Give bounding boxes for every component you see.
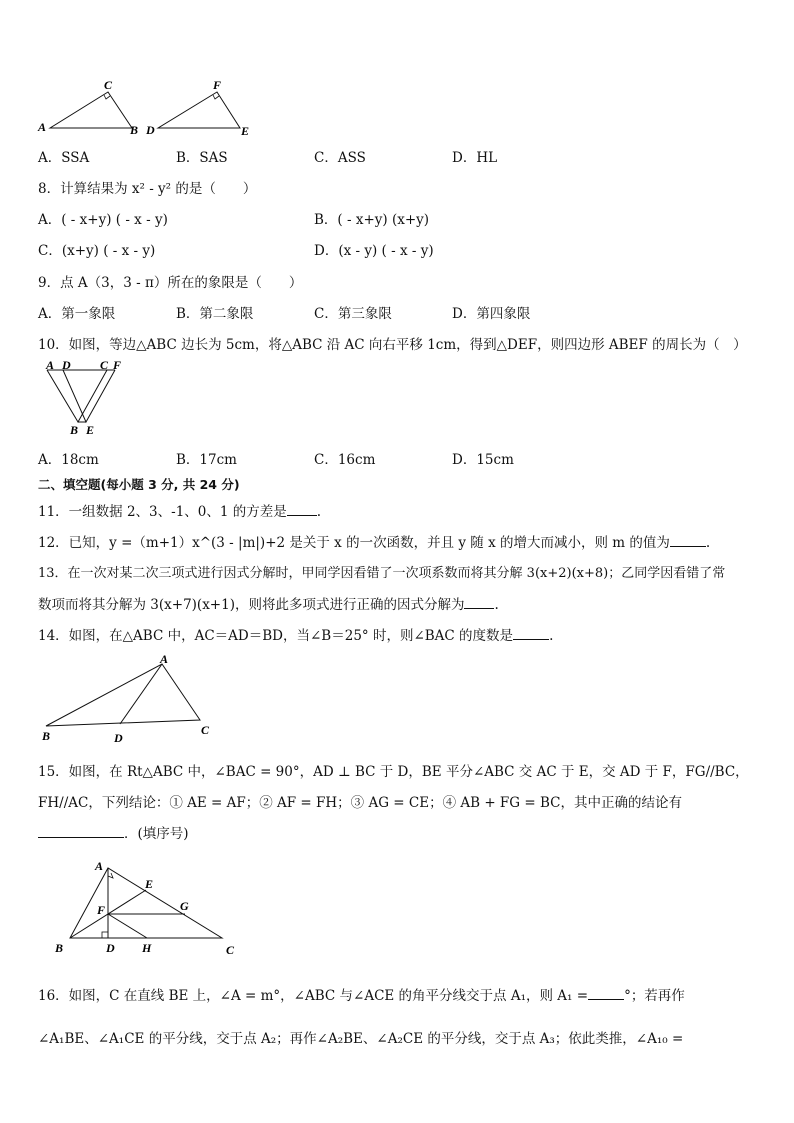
q13-line1: 13．在一次对某二次三项式进行因式分解时，甲同学因看错了一次项系数而将其分解 3(x+2)(x+8)；乙同学因看错了常	[38, 566, 726, 581]
q15-answer-blank[interactable]	[38, 823, 124, 838]
q10-label-d: D	[62, 360, 71, 372]
q14-end: .	[549, 628, 554, 644]
q9-stem: 9．点 A（3，3 - π）所在的象限是（ ）	[38, 275, 303, 291]
q16-line1	[38, 984, 685, 1004]
q14-answer-blank[interactable]	[513, 625, 549, 640]
q7-label-b: B	[130, 123, 139, 137]
q10-label-e: E	[86, 423, 95, 437]
q12-answer-blank[interactable]	[670, 532, 706, 547]
q9-option-a: A．第一象限	[38, 306, 116, 322]
q7-option-b: B．SAS	[176, 150, 228, 166]
q7-label-d: D	[146, 123, 155, 137]
q10-option-c: C．16cm	[314, 452, 376, 468]
q15-label-h: H	[142, 941, 152, 955]
q8-option-b: B．( - x+y) (x+y)	[314, 212, 430, 228]
q7-option-a: A．SSA	[38, 150, 90, 166]
q15-label-e: E	[145, 877, 154, 891]
q12-text: 12．已知，y =（m+1）x^(3 - |m|)+2 是关于 x 的一次函数，并且 y 随 x 的增大而减小，则 m 的值为	[38, 535, 670, 551]
q11	[38, 500, 321, 520]
q7-option-d: D．HL	[452, 150, 498, 166]
q11-end: .	[316, 504, 322, 520]
q13-line2	[38, 593, 499, 613]
q15-label-g: G	[180, 899, 189, 913]
q10-figure	[38, 360, 138, 438]
q8-stem: 8．计算结果为 x² - y² 的是（ ）	[38, 181, 257, 197]
q15-line2: FH//AC，下列结论：① AE = AF；② AF = FH；③ AG = CE；④ AB + FG = BC，其中正确的结论有	[38, 795, 682, 811]
q15-line3	[38, 822, 189, 842]
q10-label-f: F	[113, 360, 122, 372]
q15-label-d: D	[106, 941, 115, 955]
q15-label-b: B	[55, 941, 64, 955]
q14-text: 14．如图，在△ABC 中，AC＝AD＝BD，当∠B＝25° 时，则∠BAC 的度数是	[38, 628, 514, 644]
q10-option-a: A．18cm	[38, 452, 99, 468]
q14-label-c: C	[201, 723, 210, 737]
q10-option-b: B．17cm	[176, 452, 237, 468]
q14-figure	[36, 650, 226, 746]
q15-label-a: A	[95, 859, 104, 873]
q14-label-d: D	[114, 731, 123, 745]
q16-text-b: °；若再作	[624, 988, 685, 1004]
q9-option-b: B．第二象限	[176, 306, 254, 322]
q7-label-e: E	[241, 124, 250, 138]
q16-text: 16．如图，C 在直线 BE 上，∠A = m°，∠ABC 与∠ACE 的角平分线交于点 A₁，则 A₁ =	[38, 988, 589, 1004]
q15-line1: 15．如图，在 Rt△ABC 中，∠BAC = 90°，AD ⊥ BC 于 D，BE 平分∠ABC 交 AC 于 E，交 AD 于 F，FG//BC，	[38, 764, 749, 780]
q8-option-a: A．( - x+y) ( - x - y)	[38, 212, 168, 228]
q11-text: 11．一组数据 2、3、-1、0、1 的方差是	[38, 504, 287, 520]
q10-label-b: B	[70, 423, 79, 437]
q14-label-b: B	[42, 729, 51, 743]
q13-answer-blank[interactable]	[464, 594, 494, 609]
q15-figure	[50, 856, 250, 960]
q10-label-c: C	[100, 360, 109, 372]
q14-label-a: A	[160, 652, 169, 666]
q10-label-a: A	[46, 360, 55, 372]
q9-option-d: D．第四象限	[452, 306, 531, 322]
q10-stem: 10．如图，等边△ABC 边长为 5cm，将△ABC 沿 AC 向右平移 1cm，得到△DEF，则四边形 ABEF 的周长为（ ）	[38, 337, 747, 353]
q7-label-c: C	[104, 78, 113, 92]
q14	[38, 624, 553, 644]
q16-line2: ∠A₁BE、∠A₁CE 的平分线，交于点 A₂；再作∠A₂BE、∠A₂CE 的平分线，交于点 A₃；依此类推，∠A₁₀ =	[38, 1031, 684, 1047]
q15-label-f: F	[97, 903, 106, 917]
section-heading: 二、填空题(每小题 3 分, 共 24 分)	[38, 477, 240, 492]
q12	[38, 531, 710, 551]
q10-option-d: D．15cm	[452, 452, 514, 468]
q13-end: .	[494, 597, 499, 613]
q9-option-c: C．第三象限	[314, 306, 392, 322]
q7-label-a: A	[38, 120, 47, 134]
q16-answer-blank-1[interactable]	[588, 985, 624, 1000]
q11-answer-blank[interactable]	[287, 501, 317, 516]
q15-label-c: C	[226, 943, 235, 957]
q7-option-c: C．ASS	[314, 150, 366, 166]
q8-option-d: D．(x - y) ( - x - y)	[314, 243, 434, 259]
q15-tail: ．(填序号)	[124, 826, 189, 842]
q7-figure	[30, 76, 260, 138]
q12-end: .	[705, 535, 711, 551]
q8-option-c: C．(x+y) ( - x - y)	[38, 243, 156, 259]
q13-text: 数项而将其分解为 3(x+7)(x+1)，则将此多项式进行正确的因式分解为	[38, 597, 465, 613]
q7-label-f: F	[213, 78, 222, 92]
